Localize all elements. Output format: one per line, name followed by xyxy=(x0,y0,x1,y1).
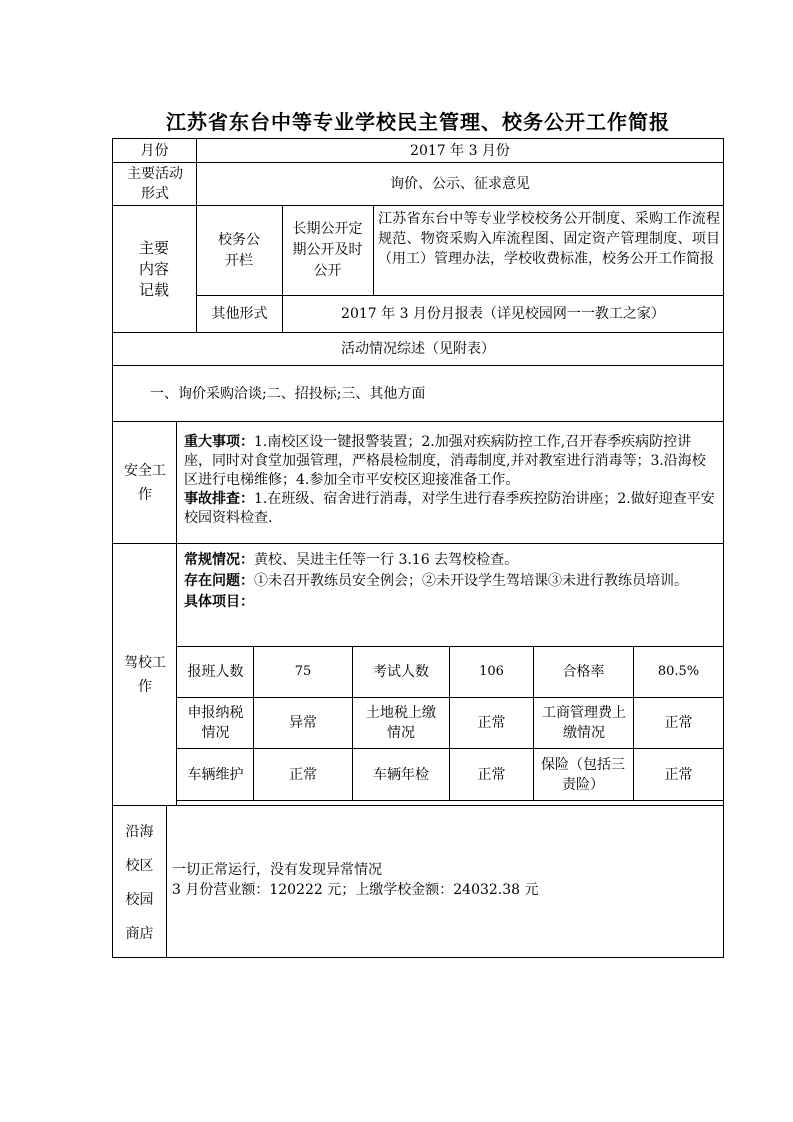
driving-cell: 正常 xyxy=(664,715,693,731)
month-value: 2017 年 3 月份 xyxy=(410,142,510,159)
other-form-value: 2017 年 3 月份月报表（详见校园网一一教工之家） xyxy=(341,306,665,322)
board-items: 江苏省东台中等专业学校校务公开制度、采购工作流程规范、物资采购入库流程图、固定资产管理制度、项目（用工）管理办法，学校收费标准，校务公开工作简报 xyxy=(378,211,720,267)
activity-form-value: 询价、公示、征求意见 xyxy=(390,176,530,192)
main-content-label: 主要内容记载 xyxy=(138,238,169,299)
routine-label: 常规情况： xyxy=(184,552,254,568)
shop-label-line: 沿海 xyxy=(125,824,154,840)
driving-cell: 80.5% xyxy=(657,664,700,679)
board-types: 长期公开定期公开及时公开 xyxy=(292,221,363,279)
problem-label: 存在问题： xyxy=(184,573,254,589)
driving-cell: 工商管理费上缴情况 xyxy=(542,705,626,741)
shop-revenue: 3 月份营业额：120222 元；上缴学校金额：24032.38 元 xyxy=(172,882,539,898)
shop-label-line: 校园 xyxy=(125,892,154,908)
other-form-label: 其他形式 xyxy=(211,306,268,322)
driving-cell: 合格率 xyxy=(562,664,605,680)
driving-cell: 车辆维护 xyxy=(187,766,244,783)
major-matters-text: 1.南校区设一键报警装置；2.加强对疾病防控工作,召开春季疾病防控讲座，同时对食堂加强管理，严格晨检制度，消毒制度,并对教室进行消毒等；3.沿海校区进行电梯维修；4.参加全市平安校区迎接准备工作。 xyxy=(184,434,706,488)
driving-cell: 106 xyxy=(479,664,504,679)
shop-label-line: 校区 xyxy=(125,858,154,874)
safety-label: 安全工作 xyxy=(124,462,166,503)
shop-content xyxy=(172,860,712,900)
driving-cell: 车辆年检 xyxy=(373,766,429,783)
month-label: 月份 xyxy=(140,142,169,159)
shop-label-line: 商店 xyxy=(125,926,154,942)
page-title: 江苏省东台中等专业学校民主管理、校务公开工作简报 xyxy=(166,110,670,134)
driving-label: 驾校工作 xyxy=(124,654,166,695)
accident-check-label: 事故排查： xyxy=(184,491,254,507)
driving-cell: 正常 xyxy=(289,766,317,783)
driving-cell: 土地税上缴情况 xyxy=(366,705,436,741)
summary-line: 一、询价采购洽谈;二、招投标;三、其他方面 xyxy=(150,385,426,402)
safety-content xyxy=(184,433,719,528)
driving-cell: 正常 xyxy=(664,766,693,783)
problem-text: ①未召开教练员安全例会；②未开设学生驾培课③未进行教练员培训。 xyxy=(254,573,688,589)
driving-cell: 异常 xyxy=(289,715,317,731)
driving-cell: 正常 xyxy=(477,715,506,731)
shop-status: 一切正常运行，没有发现异常情况 xyxy=(172,862,382,878)
driving-cell: 保险（包括三责险） xyxy=(541,756,625,793)
items-label: 具体项目： xyxy=(184,594,254,610)
driving-cell: 报班人数 xyxy=(187,664,244,680)
activity-form-label: 主要活动形式 xyxy=(127,166,183,202)
major-matters-label: 重大事项： xyxy=(184,434,254,450)
shop-label xyxy=(113,806,166,957)
board-label: 校务公开栏 xyxy=(218,231,260,269)
routine-text: 黄校、吴进主任等一行 3.16 去驾校检查。 xyxy=(254,552,519,568)
accident-check-text: 1.在班级、宿舍进行消毒，对学生进行春季疾控防治讲座；2.做好迎查平安校园资料检查. xyxy=(184,491,715,526)
driving-cell: 申报纳税情况 xyxy=(187,705,244,741)
driving-cell: 75 xyxy=(294,664,312,679)
driving-content xyxy=(184,550,719,613)
driving-cell: 考试人数 xyxy=(373,664,429,680)
summary-header: 活动情况综述（见附表） xyxy=(341,341,495,357)
driving-cell: 正常 xyxy=(477,766,506,783)
